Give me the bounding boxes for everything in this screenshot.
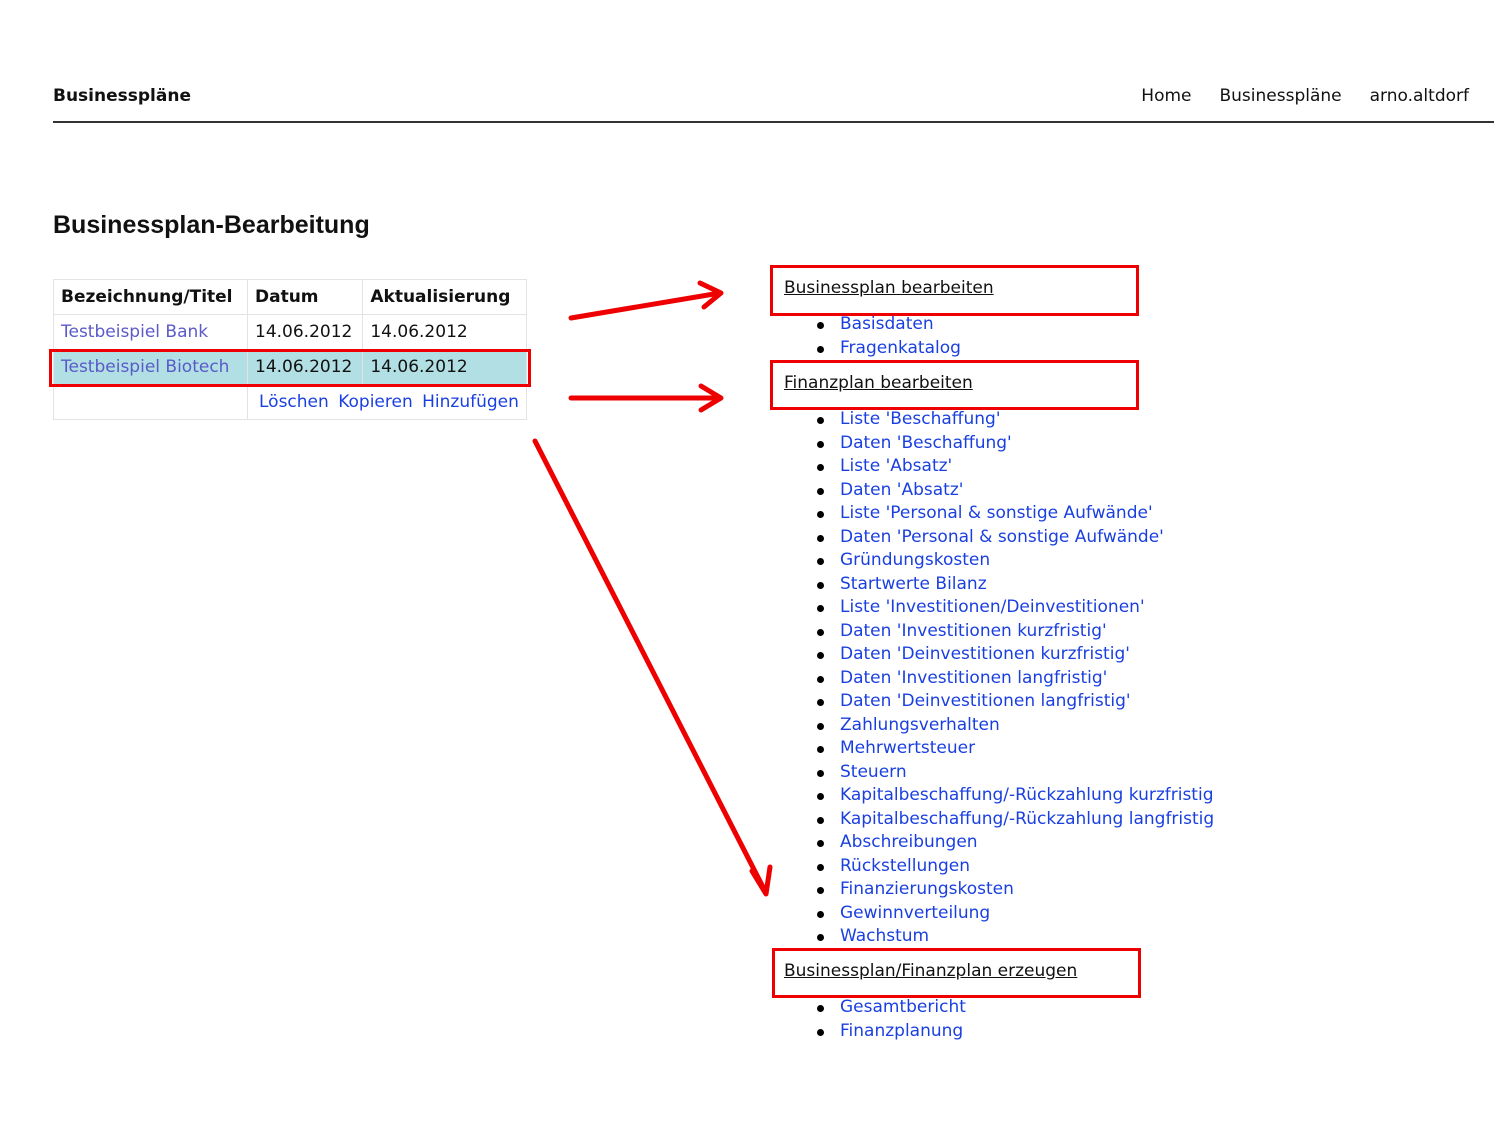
highlight-box-finanzplan <box>770 360 1139 410</box>
bullet-icon <box>817 441 824 448</box>
menu-item-label: Finanzplanung <box>840 1020 964 1041</box>
menu-item-label: Daten 'Investitionen langfristig' <box>840 667 1108 688</box>
menu-item-mehrwertsteuer[interactable] <box>784 737 1214 761</box>
menu-item-finanzierungskosten[interactable] <box>784 878 1214 902</box>
menu-item-label: Steuern <box>840 761 907 782</box>
menu-item-fragenkatalog[interactable] <box>784 337 961 361</box>
arrow-to-erzeugen-icon <box>535 441 770 894</box>
businessplan-menu-list <box>784 313 961 360</box>
highlight-box-businessplan <box>770 265 1139 316</box>
menu-item-label: Mehrwertsteuer <box>840 738 976 758</box>
bullet-icon <box>817 676 824 683</box>
menu-item-startwerte-bilanz[interactable] <box>784 573 1214 597</box>
menu-item-label: Liste 'Personal & sonstige Aufwände' <box>840 503 1153 523</box>
menu-item-label: Fragenkatalog <box>840 337 961 358</box>
plan-date: 14.06.2012 <box>248 350 363 385</box>
bullet-icon <box>817 488 824 495</box>
bullet-icon <box>817 723 824 730</box>
menu-item-zahlungsverhalten[interactable] <box>784 714 1214 738</box>
plan-title-link[interactable]: Testbeispiel Bank <box>54 315 248 350</box>
section-heading-erzeugen[interactable]: Businessplan/Finanzplan erzeugen <box>784 961 1078 981</box>
bullet-icon <box>817 417 824 424</box>
menu-item-label: Rückstellungen <box>840 855 971 876</box>
plan-updated: 14.06.2012 <box>363 350 527 385</box>
bullet-icon <box>817 652 824 659</box>
menu-item-daten-deinvestitionen-kurz[interactable] <box>784 643 1214 667</box>
menu-item-daten-beschaffung[interactable] <box>784 432 1214 456</box>
bullet-icon <box>817 864 824 871</box>
menu-item-label: Daten 'Beschaffung' <box>840 432 1012 453</box>
menu-item-label: Zahlungsverhalten <box>840 714 1000 735</box>
menu-item-label: Liste 'Absatz' <box>840 456 953 476</box>
table-header-row <box>54 280 527 315</box>
menu-item-label: Daten 'Deinvestitionen kurzfristig' <box>840 644 1130 664</box>
highlight-box-selected-row <box>49 349 531 387</box>
brand-title: Businesspläne <box>53 86 191 106</box>
nav-home-link[interactable]: Home <box>1141 86 1192 106</box>
menu-item-label: Kapitalbeschaffung/-Rückzahlung langfristig <box>840 808 1215 829</box>
actions-spacer-cell <box>54 385 248 420</box>
bullet-icon <box>817 887 824 894</box>
menu-item-abschreibungen[interactable] <box>784 831 1214 855</box>
bullet-icon <box>817 558 824 565</box>
table-row[interactable] <box>54 315 527 350</box>
menu-item-finanzplanung[interactable] <box>784 1020 966 1044</box>
plan-date: 14.06.2012 <box>248 315 363 350</box>
section-heading-businessplan[interactable]: Businessplan bearbeiten <box>784 278 994 298</box>
menu-item-label: Startwerte Bilanz <box>840 573 987 594</box>
bullet-icon <box>817 817 824 824</box>
column-header-updated: Aktualisierung <box>363 280 527 315</box>
page-title: Businessplan-Bearbeitung <box>53 211 370 239</box>
column-header-date: Datum <box>248 280 363 315</box>
table-actions <box>248 385 527 420</box>
arrow-to-businessplan-icon <box>571 283 721 318</box>
menu-item-daten-investitionen-kurz[interactable] <box>784 620 1214 644</box>
menu-item-daten-deinvestitionen-lang[interactable] <box>784 690 1214 714</box>
copy-link[interactable]: Kopieren <box>338 392 413 412</box>
arrow-to-finanzplan-icon <box>571 386 721 410</box>
bullet-icon <box>817 511 824 518</box>
menu-item-wachstum[interactable] <box>784 925 1214 949</box>
menu-item-label: Daten 'Deinvestitionen langfristig' <box>840 691 1131 711</box>
menu-item-liste-investitionen[interactable] <box>784 596 1214 620</box>
menu-item-gewinnverteilung[interactable] <box>784 902 1214 926</box>
menu-item-label: Liste 'Investitionen/Deinvestitionen' <box>840 597 1145 617</box>
bullet-icon <box>817 629 824 636</box>
delete-link[interactable]: Löschen <box>259 392 329 412</box>
menu-item-label: Gesamtbericht <box>840 997 966 1017</box>
bullet-icon <box>817 793 824 800</box>
menu-item-label: Finanzierungskosten <box>840 879 1014 899</box>
menu-item-label: Daten 'Personal & sonstige Aufwände' <box>840 526 1164 547</box>
menu-item-label: Daten 'Investitionen kurzfristig' <box>840 620 1107 641</box>
plan-title-link[interactable]: Testbeispiel Biotech <box>54 350 248 385</box>
nav-businessplans-link[interactable]: Businesspläne <box>1219 86 1342 106</box>
bullet-icon <box>817 582 824 589</box>
nav-user-link[interactable]: arno.altdorf <box>1369 86 1469 106</box>
section-heading-finanzplan[interactable]: Finanzplan bearbeiten <box>784 373 973 393</box>
menu-item-label: Abschreibungen <box>840 832 978 852</box>
menu-item-gesamtbericht[interactable] <box>784 996 966 1020</box>
bullet-icon <box>817 464 824 471</box>
menu-item-liste-absatz[interactable] <box>784 455 1214 479</box>
header-divider <box>53 121 1494 123</box>
menu-item-label: Gründungskosten <box>840 550 991 570</box>
menu-item-kapital-langfristig[interactable] <box>784 808 1214 832</box>
bullet-icon <box>817 770 824 777</box>
bullet-icon <box>817 346 824 353</box>
bullet-icon <box>817 1029 824 1036</box>
menu-item-liste-personal[interactable] <box>784 502 1214 526</box>
menu-item-label: Gewinnverteilung <box>840 902 991 923</box>
table-actions-row <box>54 385 527 420</box>
bullet-icon <box>817 934 824 941</box>
bullet-icon <box>817 746 824 753</box>
bullet-icon <box>817 322 824 329</box>
menu-item-label: Kapitalbeschaffung/-Rückzahlung kurzfristig <box>840 785 1214 805</box>
bullet-icon <box>817 911 824 918</box>
menu-item-label: Basisdaten <box>840 314 934 334</box>
highlight-box-erzeugen <box>772 948 1141 998</box>
menu-item-basisdaten[interactable] <box>784 313 961 337</box>
bullet-icon <box>817 605 824 612</box>
menu-item-gruendungskosten[interactable] <box>784 549 1214 573</box>
menu-item-daten-investitionen-lang[interactable] <box>784 667 1214 691</box>
menu-item-steuern[interactable] <box>784 761 1214 785</box>
menu-item-label: Liste 'Beschaffung' <box>840 409 1001 429</box>
bullet-icon <box>817 840 824 847</box>
bullet-icon <box>817 535 824 542</box>
erzeugen-menu-list <box>784 996 966 1043</box>
plan-updated: 14.06.2012 <box>363 315 527 350</box>
menu-item-daten-absatz[interactable] <box>784 479 1214 503</box>
menu-item-label: Daten 'Absatz' <box>840 479 964 500</box>
menu-item-rueckstellungen[interactable] <box>784 855 1214 879</box>
column-header-title: Bezeichnung/Titel <box>54 280 248 315</box>
finanzplan-menu-list <box>784 408 1214 949</box>
top-navigation <box>1141 86 1469 106</box>
menu-item-liste-beschaffung[interactable] <box>784 408 1214 432</box>
add-link[interactable]: Hinzufügen <box>422 392 519 412</box>
menu-item-kapital-kurzfristig[interactable] <box>784 784 1214 808</box>
menu-item-label: Wachstum <box>840 926 930 946</box>
menu-item-daten-personal[interactable] <box>784 526 1214 550</box>
bullet-icon <box>817 699 824 706</box>
bullet-icon <box>817 1005 824 1012</box>
